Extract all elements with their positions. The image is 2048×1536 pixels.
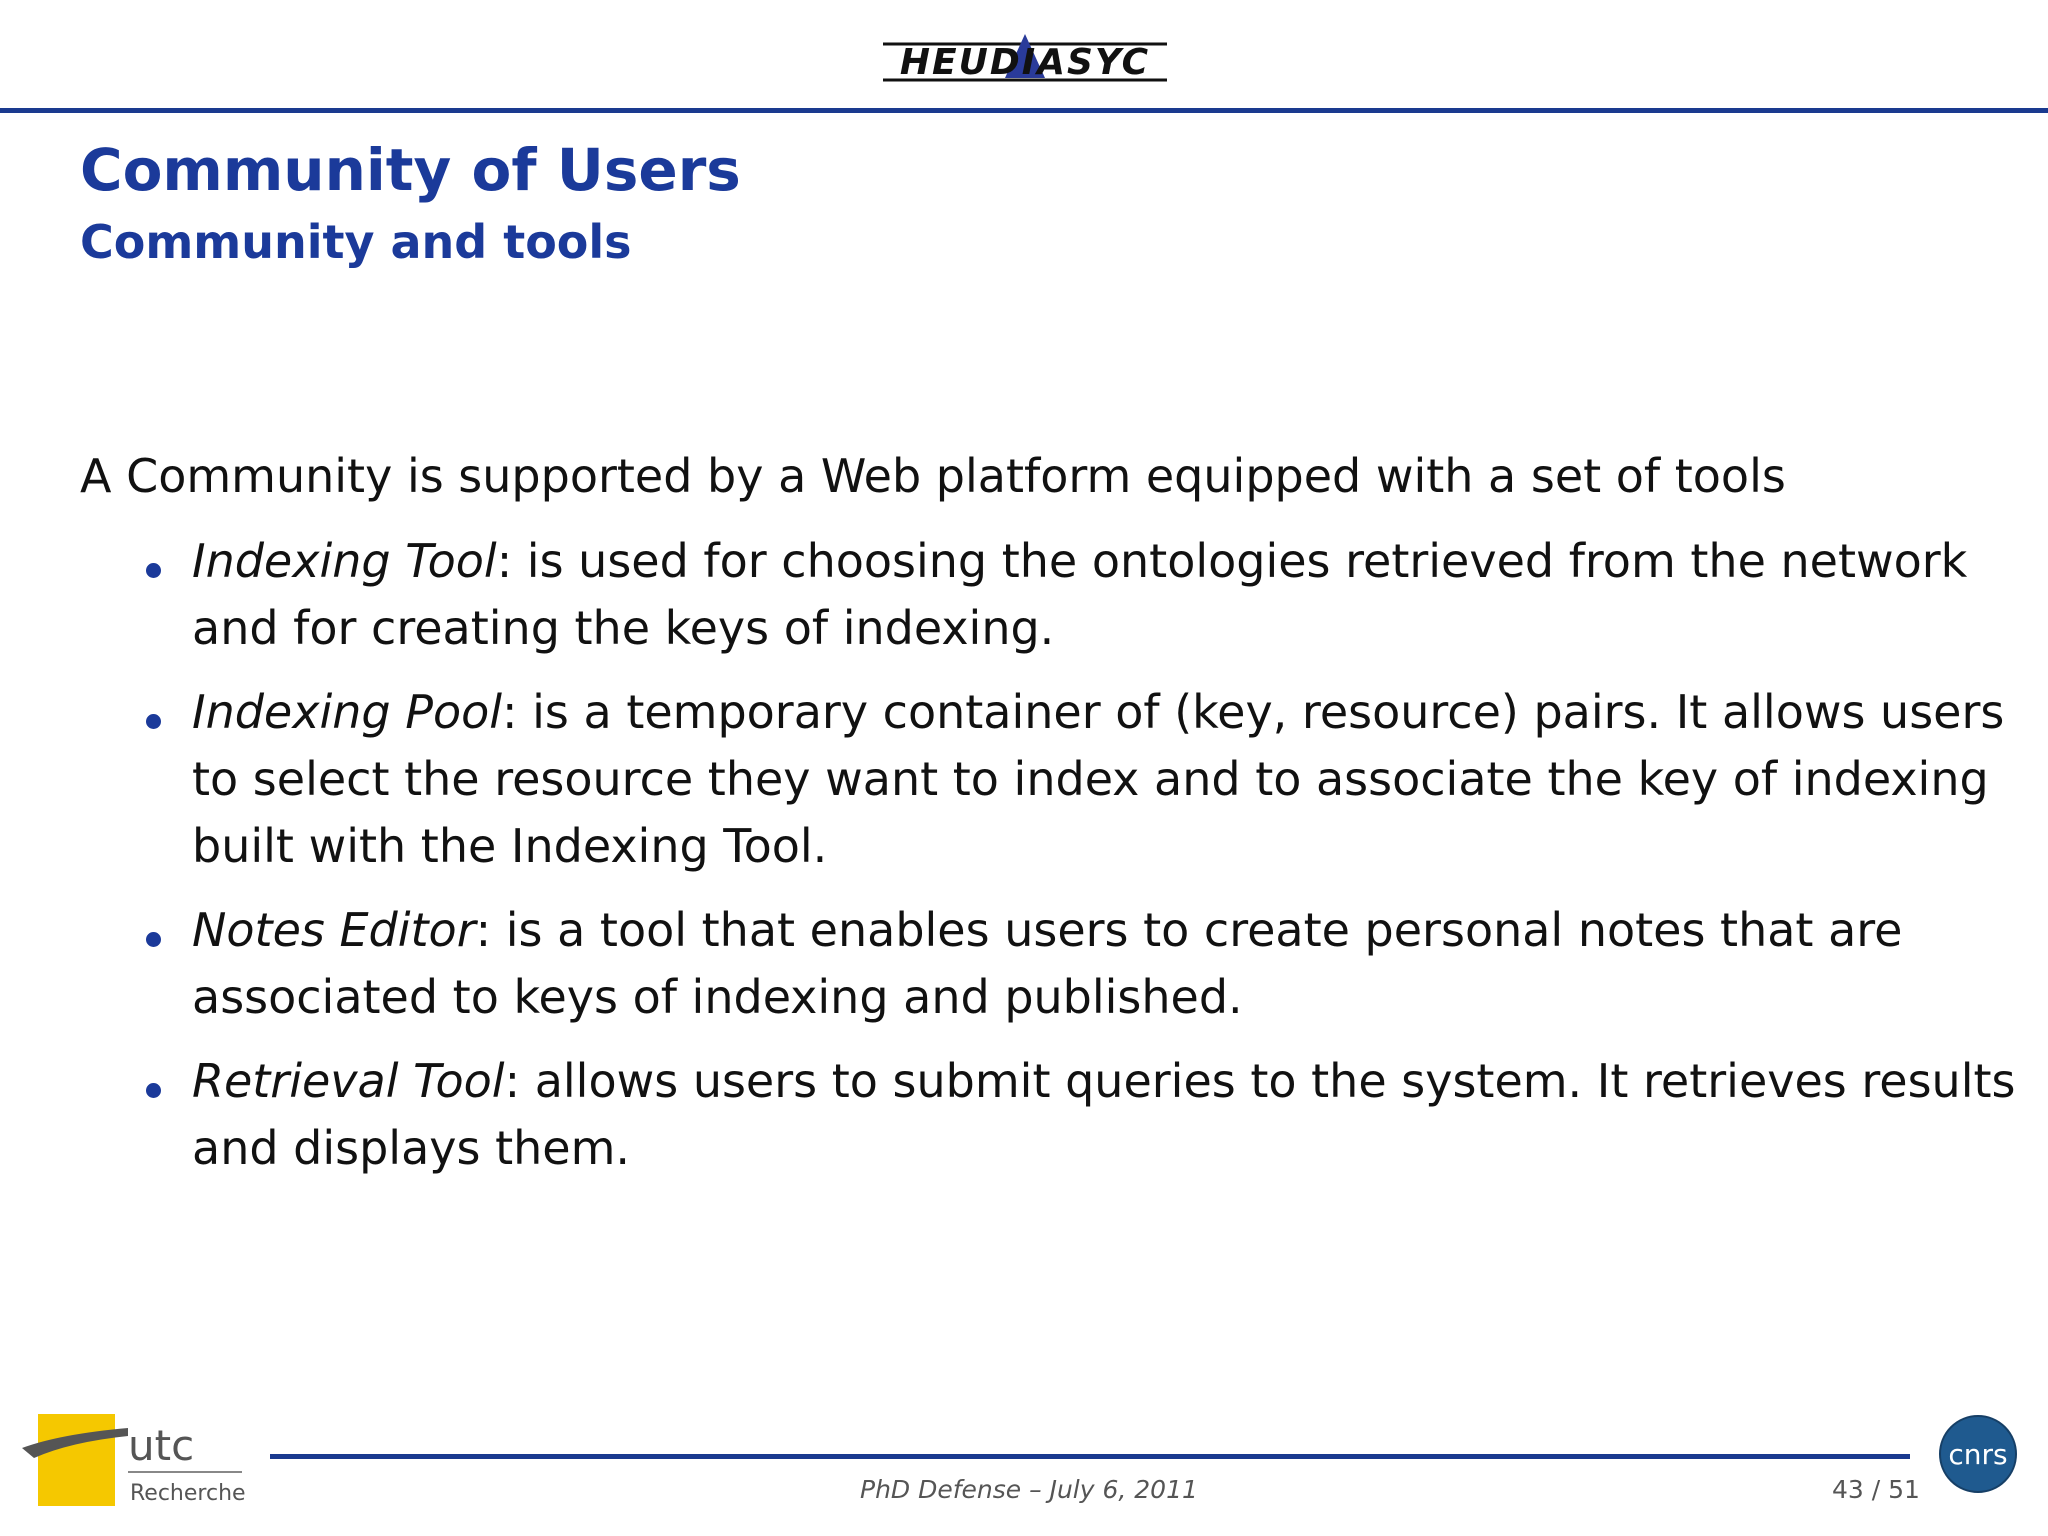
term-notes-editor: Notes Editor: [192, 903, 476, 957]
bullet-icon: [146, 714, 161, 729]
bullet-icon: [146, 563, 161, 578]
list-item-notes-editor: [80, 897, 2042, 1031]
desc-notes-editor: : is a tool that enables users to create personal notes that are associated to keys of indexing and published.: [192, 903, 1903, 1024]
list-item-indexing-pool: [80, 679, 2042, 880]
term-retrieval-tool: Retrieval Tool: [192, 1054, 505, 1108]
footer-title: PhD Defense – July 6, 2011: [860, 1475, 1198, 1504]
page-number: 43 / 51: [1832, 1475, 1920, 1504]
intro-text: A Community is supported by a Web platform equipped with a set of tools: [80, 449, 1786, 503]
utc-logo-name: utc: [128, 1421, 195, 1470]
header-rule: [0, 108, 2048, 113]
cnrs-logo: [1938, 1414, 2018, 1494]
desc-retrieval-tool: : allows users to submit queries to the system. It retrieves results and displays them.: [192, 1054, 2016, 1175]
list-item-retrieval-tool: [80, 1048, 2042, 1182]
heudiasyc-logo: [875, 22, 1175, 92]
heudiasyc-logo-text: HEUDIASYC: [899, 42, 1151, 83]
cnrs-logo-text: cnrs: [1948, 1438, 2008, 1471]
desc-indexing-tool: : is used for choosing the ontologies retrieved from the network and for creating the keys of indexing.: [192, 534, 1968, 655]
utc-recherche-logo: [20, 1410, 250, 1510]
utc-logo-sub: Recherche: [130, 1481, 246, 1506]
bullet-icon: [146, 1083, 161, 1098]
bullet-icon: [146, 932, 161, 947]
tool-list: [80, 528, 2016, 1182]
frame-title: Community of Users: [80, 136, 741, 204]
term-indexing-pool: Indexing Pool: [192, 685, 503, 739]
desc-indexing-pool: : is a temporary container of (key, resource) pairs. It allows users to select the resource they want to index and to associate the key of indexing built with the Indexing Tool.: [192, 685, 2005, 873]
term-indexing-tool: Indexing Tool: [192, 534, 497, 588]
slide-body: [80, 443, 2016, 1199]
list-item-indexing-tool: [80, 528, 2042, 662]
frame-subtitle: Community and tools: [80, 215, 632, 269]
footer-rule: [270, 1454, 1910, 1459]
